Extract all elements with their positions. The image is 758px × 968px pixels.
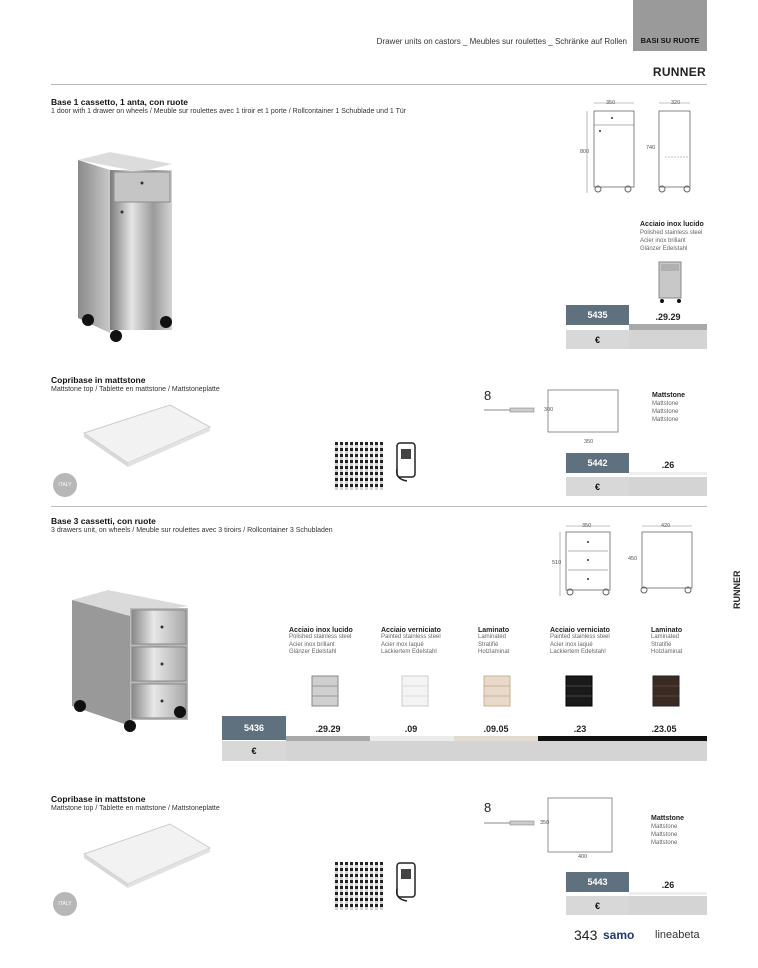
finish-line: Stratifié <box>478 641 499 648</box>
thickness-value: 8 <box>484 388 492 403</box>
finish-line: Painted stainless steel <box>550 634 610 640</box>
finish-line: Polished stainless steel <box>289 634 352 640</box>
made-in-italy-badge: ITALY <box>53 892 77 916</box>
price: .09.05 <box>456 722 536 736</box>
product-code: 5435 <box>566 305 629 325</box>
product-code: 5442 <box>566 453 629 473</box>
top-drawing-2 <box>540 796 620 856</box>
dim-height-inner: 450 <box>628 556 638 562</box>
finish-thumb-walnut <box>649 674 685 710</box>
thickness-value: 8 <box>484 800 492 815</box>
product-image-2 <box>68 586 193 736</box>
category-tab: BASI SU RUOTE <box>633 0 707 51</box>
price-bar <box>629 896 707 915</box>
finish-line: Acier inox laqué <box>550 641 593 648</box>
finish-line: Mattstone <box>651 824 678 830</box>
phone-scan-icon <box>394 441 420 483</box>
price: .23.05 <box>624 722 704 736</box>
side-series-label: RUNNER <box>732 570 742 609</box>
finish-color-bar <box>629 892 707 895</box>
finish-line: Lackiertem Edelstahl <box>381 649 437 655</box>
dim-width: 350 <box>582 523 592 529</box>
product-code: 5436 <box>222 716 286 740</box>
top-image-2 <box>80 822 215 892</box>
price-bar <box>629 330 707 349</box>
dim-height: 510 <box>552 560 562 566</box>
finish-line: Lackiertem Edelstahl <box>550 649 606 655</box>
price: .26 <box>629 877 707 892</box>
finish-line: Acier inox brillant <box>289 641 335 648</box>
finish-title: Laminato <box>651 627 683 634</box>
section1-title: Base 1 cassetto, 1 anta, con ruote <box>51 97 188 107</box>
currency: € <box>222 741 286 761</box>
thickness-drawing <box>484 405 536 415</box>
finish-line: Painted stainless steel <box>381 634 441 640</box>
brand-logo-secondary: lineabeta <box>655 929 700 941</box>
finish-thumb-steel <box>308 674 344 710</box>
finish-line: Mattstone <box>651 832 678 838</box>
currency: € <box>566 477 629 496</box>
finish-title: Laminato <box>478 627 510 634</box>
price: .26 <box>629 457 707 472</box>
dim-depth: 320 <box>671 100 681 106</box>
price-bar <box>286 741 707 761</box>
finish-line: Mattstone <box>651 840 678 846</box>
dim-height: 350 <box>540 820 550 826</box>
thickness-drawing <box>484 818 536 828</box>
finish-color-bar <box>629 472 707 475</box>
product-code: 5443 <box>566 872 629 892</box>
finish-title: Mattstone <box>651 815 685 822</box>
series-title: RUNNER <box>652 65 706 79</box>
finish-swatch-image <box>655 260 685 304</box>
finish-line: Stratifié <box>651 641 672 648</box>
finish-thumb-white <box>398 674 434 710</box>
finish-title: Acciaio verniciato <box>381 627 441 634</box>
currency: € <box>566 896 629 915</box>
dim-height: 300 <box>544 407 554 413</box>
dim-width: 400 <box>578 854 588 860</box>
finish-thumb-black <box>562 674 598 710</box>
price: .09 <box>371 722 451 736</box>
top1-subtitle: Mattstone top / Tablette en mattstone / Mattstoneplatte <box>51 386 220 393</box>
top-image-1 <box>80 403 215 471</box>
dim-width: 350 <box>584 439 594 445</box>
qr-code[interactable] <box>335 442 383 490</box>
page-number: 343 <box>574 927 598 943</box>
currency: € <box>566 330 629 349</box>
dim-height-inner: 740 <box>646 145 656 151</box>
finish-column-1 <box>289 627 379 657</box>
finish-title: Acciaio verniciato <box>550 627 610 634</box>
price: .29.29 <box>289 722 367 736</box>
price: .29.29 <box>629 309 707 324</box>
section2-title: Base 3 cassetti, con ruote <box>51 516 156 526</box>
divider <box>51 506 707 507</box>
dim-width: 350 <box>606 100 616 106</box>
finish-line: Mattstone <box>652 401 679 407</box>
finish-title: Acciaio inox lucido <box>640 221 704 228</box>
finish-line: Laminated <box>651 634 680 640</box>
qr-code[interactable] <box>335 862 383 910</box>
finish-line: Holzlaminat <box>651 649 683 655</box>
finish-line: Acier inox laqué <box>381 641 424 648</box>
product-image-1 <box>74 148 184 348</box>
finish-line: Mattstone <box>652 417 679 423</box>
section2-subtitle: 3 drawers unit, on wheels / Meuble sur roulettes avec 3 tiroirs / Rollcontainer 3 Schubladen <box>51 527 333 534</box>
finish-column-4 <box>550 627 640 657</box>
made-in-italy-badge: ITALY <box>53 473 77 497</box>
section1-subtitle: 1 door with 1 drawer on wheels / Meuble sur roulettes avec 1 tiroir et 1 porte / Rollcontainer 1 Schublade und 1 Tür <box>51 108 407 115</box>
top-drawing-1 <box>540 388 620 438</box>
finish-line: Polished stainless steel <box>640 230 703 236</box>
finish-title: Acciaio inox lucido <box>289 627 353 634</box>
phone-scan-icon <box>394 861 420 903</box>
dim-height: 800 <box>580 149 590 155</box>
breadcrumb: Drawer units on castors _ Meubles sur roulettes _ Schränke auf Rollen <box>376 37 627 46</box>
divider <box>51 84 707 85</box>
top2-subtitle: Mattstone top / Tablette en mattstone / Mattstoneplatte <box>51 805 220 812</box>
finish-title: Mattstone <box>652 392 686 399</box>
finish-column-5 <box>651 627 711 657</box>
dim-depth: 420 <box>661 523 671 529</box>
finish-line: Glänzer Edelstahl <box>289 649 337 655</box>
finish-line: Laminated <box>478 634 507 640</box>
brand-logo: samo <box>603 928 635 942</box>
finish-column-3 <box>478 627 548 657</box>
price-bar <box>629 477 707 496</box>
finish-line: Holzlaminat <box>478 649 510 655</box>
finish-line: Glänzer Edelstahl <box>640 246 688 252</box>
finish-line: Acier inox brillant <box>640 238 686 244</box>
finish-column-2 <box>381 627 471 657</box>
top1-title: Copribase in mattstone <box>51 375 146 385</box>
top2-title: Copribase in mattstone <box>51 794 146 804</box>
finish-thumb-oak <box>480 674 516 710</box>
finish-line: Mattstone <box>652 409 679 415</box>
technical-drawing-1 <box>570 97 710 197</box>
price: .23 <box>540 722 620 736</box>
